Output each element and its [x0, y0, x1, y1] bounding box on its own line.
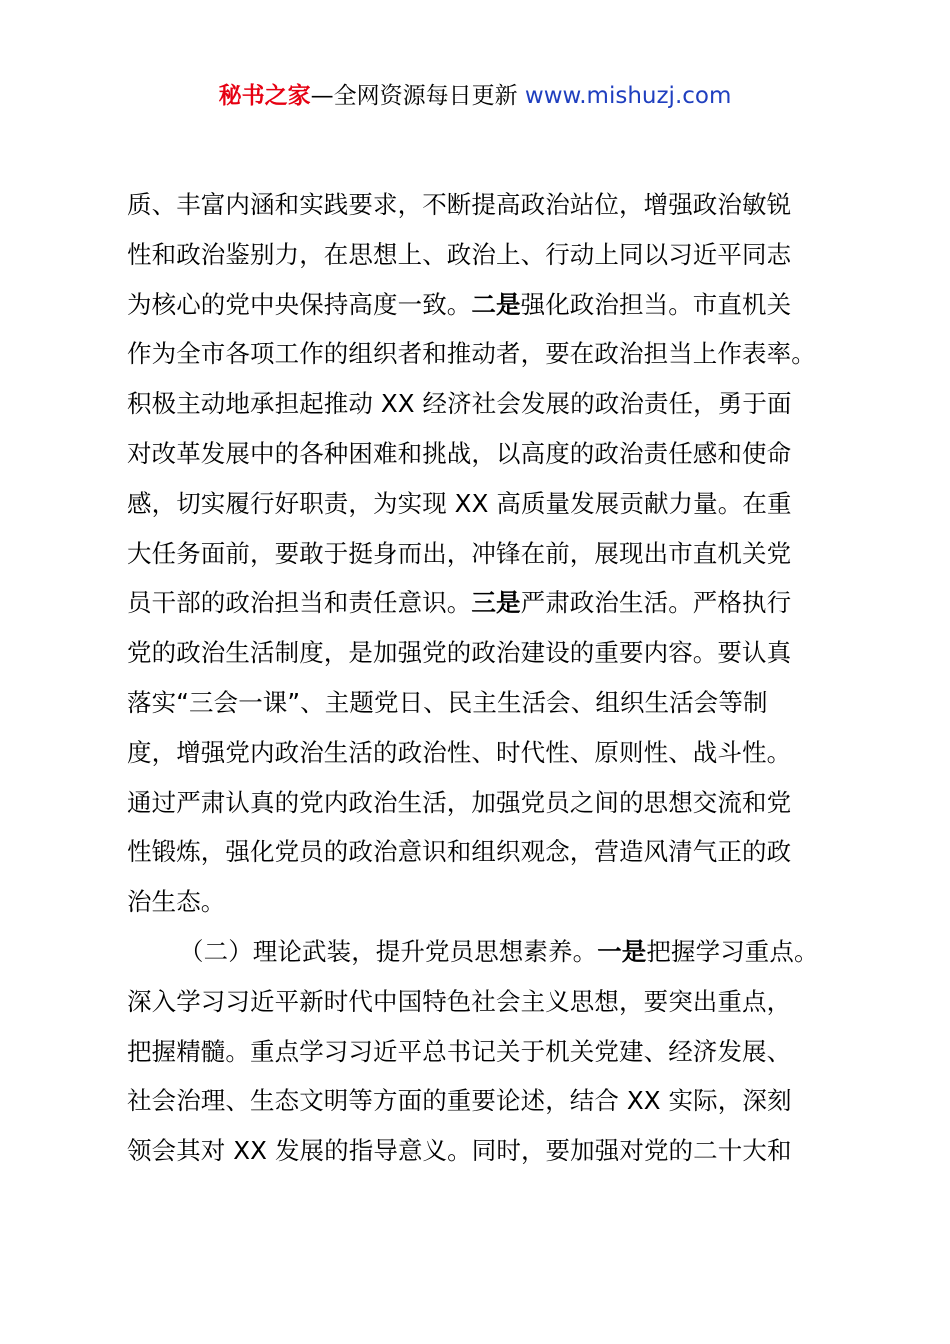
site-url-link[interactable]: www.mishuzj.com	[524, 83, 732, 109]
text-line	[127, 827, 847, 877]
header-tagline: —全网资源每日更新	[310, 83, 525, 109]
text-segment: 把握精髓。重点学习习近平总书记关于机关党建、经济发展、	[127, 1036, 792, 1066]
text-segment: 领会其对 XX 发展的指导意义。同时，要加强对党的二十大和	[127, 1136, 792, 1166]
text-line	[127, 280, 847, 330]
text-segment: 质、丰富内涵和实践要求，不断提高政治站位，增强政治敏锐	[127, 190, 792, 219]
bold-keyword: 一是	[597, 936, 647, 966]
text-segment: 大任务面前，要敢于挺身而出，冲锋在前，展现出市直机关党	[127, 538, 792, 568]
text-segment: 对改革发展中的各种困难和挑战，以高度的政治责任感和使命	[127, 438, 792, 468]
text-line	[127, 1126, 847, 1176]
text-segment: 把握学习重点。	[646, 936, 819, 966]
text-segment: 严肃政治生活。严格执行	[520, 588, 792, 618]
text-segment: 通过严肃认真的党内政治生活，加强党员之间的思想交流和党	[127, 787, 792, 817]
text-line	[127, 778, 847, 828]
text-line	[127, 927, 847, 977]
bold-keyword: 二是	[471, 289, 521, 319]
text-line	[127, 977, 847, 1027]
text-line	[127, 379, 847, 429]
text-segment: 员干部的政治担当和责任意识。	[127, 588, 472, 618]
text-segment: 为核心的党中央保持高度一致。	[127, 289, 472, 319]
text-segment: 深入学习习近平新时代中国特色社会主义思想，要突出重点，	[127, 986, 792, 1016]
text-segment: 党的政治生活制度，是加强党的政治建设的重要内容。要认真	[127, 638, 792, 668]
text-segment: 强化政治担当。市直机关	[520, 289, 792, 319]
text-segment: 感，切实履行好职责，为实现 XX 高质量发展贡献力量。在重	[127, 488, 792, 518]
text-line	[127, 529, 847, 579]
text-segment: 性锻炼，强化党员的政治意识和组织观念，营造风清气正的政	[127, 837, 792, 867]
text-segment: （二）理论武装，提升党员思想素养。	[179, 936, 598, 966]
text-line	[127, 678, 847, 728]
text-line	[127, 429, 847, 479]
brand-name: 秘书之家	[218, 83, 311, 109]
text-line	[127, 578, 847, 628]
text-segment: 作为全市各项工作的组织者和推动者，要在政治担当上作表率。	[127, 339, 816, 369]
text-segment: 社会治理、生态文明等方面的重要论述，结合 XX 实际，深刻	[127, 1086, 792, 1116]
text-segment: 积极主动地承担起推动 XX 经济社会发展的政治责任，勇于面	[127, 389, 792, 419]
text-segment: 治生态。	[127, 887, 226, 917]
text-line	[127, 180, 847, 230]
text-line	[127, 728, 847, 778]
text-line	[127, 1027, 847, 1077]
text-segment: 性和政治鉴别力，在思想上、政治上、行动上同以习近平同志	[127, 239, 792, 269]
text-line	[127, 329, 847, 379]
document-body	[127, 180, 847, 1176]
page-header	[0, 80, 950, 112]
bold-keyword: 三是	[471, 588, 521, 618]
text-segment: 度，增强党内政治生活的政治性、时代性、原则性、战斗性。	[127, 737, 792, 767]
text-line	[127, 1076, 847, 1126]
text-line	[127, 877, 847, 927]
text-line	[127, 230, 847, 280]
text-line	[127, 479, 847, 529]
text-segment: 落实“三会一课”、主题党日、民主生活会、组织生活会等制	[127, 687, 768, 717]
text-line	[127, 628, 847, 678]
